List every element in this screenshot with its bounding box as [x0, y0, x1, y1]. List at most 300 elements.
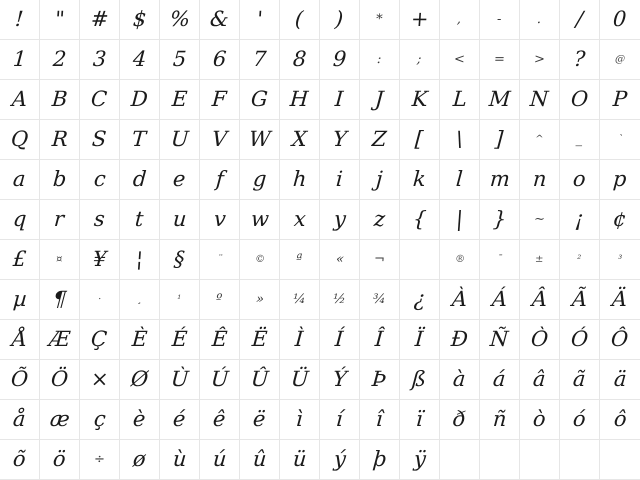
glyph-cell[interactable]	[520, 400, 560, 440]
glyph-character: ½	[332, 292, 347, 307]
glyph-cell[interactable]	[240, 40, 280, 80]
glyph-cell[interactable]	[400, 240, 440, 280]
glyph-character: À	[451, 287, 468, 311]
glyph-cell[interactable]	[440, 200, 480, 240]
glyph-character: O	[570, 87, 589, 111]
glyph-character: ×	[89, 367, 110, 391]
glyph-character: [	[414, 127, 425, 151]
glyph-cell[interactable]	[80, 120, 120, 160]
glyph-cell[interactable]	[80, 80, 120, 120]
glyph-character: r	[53, 207, 66, 231]
glyph-cell[interactable]	[440, 240, 480, 280]
glyph-cell[interactable]	[80, 280, 120, 320]
glyph-cell[interactable]	[40, 440, 80, 480]
glyph-cell[interactable]	[440, 320, 480, 360]
glyph-character: í	[335, 407, 344, 431]
glyph-cell[interactable]	[320, 40, 360, 80]
glyph-cell[interactable]	[320, 360, 360, 400]
glyph-character: ë	[252, 407, 267, 431]
glyph-cell[interactable]	[360, 240, 400, 280]
glyph-cell[interactable]	[40, 240, 80, 280]
glyph-character: 9	[332, 47, 348, 71]
glyph-character: T	[131, 127, 148, 151]
glyph-cell[interactable]	[320, 80, 360, 120]
glyph-cell[interactable]	[120, 120, 160, 160]
glyph-character: é	[172, 407, 187, 431]
glyph-cell[interactable]	[160, 400, 200, 440]
glyph-character: ,	[456, 12, 463, 27]
glyph-cell[interactable]	[600, 80, 640, 120]
glyph-character: 7	[252, 47, 268, 71]
glyph-cell[interactable]	[480, 160, 520, 200]
glyph-cell[interactable]	[520, 240, 560, 280]
glyph-character: Ì	[294, 327, 305, 351]
glyph-character: ¶	[52, 287, 68, 311]
glyph-cell[interactable]	[560, 200, 600, 240]
glyph-cell[interactable]	[320, 320, 360, 360]
glyph-cell[interactable]	[160, 160, 200, 200]
glyph-cell[interactable]	[560, 360, 600, 400]
glyph-character: 3	[92, 47, 108, 71]
glyph-cell[interactable]	[240, 0, 280, 40]
glyph-cell[interactable]	[560, 280, 600, 320]
glyph-cell[interactable]	[520, 0, 560, 40]
glyph-cell[interactable]	[520, 440, 560, 480]
glyph-character: Ï	[414, 327, 425, 351]
glyph-cell[interactable]	[40, 400, 80, 440]
glyph-cell[interactable]	[400, 200, 440, 240]
glyph-character: F	[211, 87, 228, 111]
glyph-cell[interactable]	[200, 200, 240, 240]
glyph-cell[interactable]	[480, 400, 520, 440]
glyph-cell[interactable]	[40, 320, 80, 360]
glyph-cell[interactable]	[0, 280, 40, 320]
glyph-cell[interactable]	[440, 280, 480, 320]
glyph-character: c	[92, 167, 107, 191]
glyph-cell[interactable]	[120, 400, 160, 440]
glyph-character: ¨	[216, 253, 223, 265]
glyph-cell[interactable]	[160, 320, 200, 360]
glyph-cell[interactable]	[320, 400, 360, 440]
glyph-cell[interactable]	[280, 0, 320, 40]
glyph-cell[interactable]	[80, 440, 120, 480]
glyph-cell[interactable]	[280, 80, 320, 120]
glyph-character: º	[215, 292, 224, 307]
glyph-cell[interactable]	[600, 40, 640, 80]
glyph-character: ®	[454, 253, 465, 265]
glyph-cell[interactable]	[240, 400, 280, 440]
glyph-cell[interactable]	[600, 240, 640, 280]
glyph-character: ö	[52, 447, 67, 471]
glyph-character: )	[334, 7, 345, 31]
glyph-cell[interactable]	[160, 40, 200, 80]
glyph-cell[interactable]	[560, 240, 600, 280]
glyph-character: Ý	[331, 367, 348, 391]
glyph-cell[interactable]	[120, 80, 160, 120]
glyph-character: »	[254, 292, 265, 307]
glyph-cell[interactable]	[0, 400, 40, 440]
glyph-character: X	[291, 127, 308, 151]
glyph-cell[interactable]	[520, 120, 560, 160]
glyph-cell[interactable]	[320, 440, 360, 480]
glyph-cell[interactable]	[400, 400, 440, 440]
glyph-character: ó	[572, 407, 587, 431]
glyph-cell[interactable]	[240, 120, 280, 160]
glyph-cell[interactable]	[40, 200, 80, 240]
glyph-cell[interactable]	[480, 440, 520, 480]
glyph-character: ü	[291, 447, 308, 471]
glyph-cell[interactable]	[160, 440, 200, 480]
glyph-character: K	[410, 87, 429, 111]
glyph-character: h	[291, 167, 308, 191]
glyph-cell[interactable]	[240, 200, 280, 240]
glyph-cell[interactable]	[520, 360, 560, 400]
glyph-character: N	[529, 87, 550, 111]
glyph-character: &	[209, 7, 230, 31]
glyph-cell[interactable]	[280, 280, 320, 320]
glyph-character: 2	[52, 47, 68, 71]
glyph-character: ¡	[574, 207, 585, 231]
glyph-cell[interactable]	[40, 0, 80, 40]
glyph-cell[interactable]	[200, 400, 240, 440]
glyph-character: æ	[48, 407, 71, 431]
glyph-cell[interactable]	[440, 160, 480, 200]
glyph-cell[interactable]	[600, 320, 640, 360]
glyph-character: Q	[10, 127, 29, 151]
glyph-cell[interactable]	[560, 320, 600, 360]
glyph-character: ²	[577, 253, 582, 265]
glyph-character: ç	[92, 407, 107, 431]
glyph-character: Ç	[90, 327, 109, 351]
glyph-cell[interactable]	[160, 80, 200, 120]
glyph-cell[interactable]	[600, 200, 640, 240]
glyph-character: ø	[132, 447, 147, 471]
glyph-cell[interactable]	[0, 440, 40, 480]
glyph-cell[interactable]	[600, 440, 640, 480]
glyph-cell[interactable]	[200, 160, 240, 200]
glyph-cell[interactable]	[120, 160, 160, 200]
glyph-character: u	[171, 207, 188, 231]
glyph-cell[interactable]	[280, 360, 320, 400]
glyph-cell[interactable]	[440, 40, 480, 80]
glyph-character: á	[492, 367, 507, 391]
glyph-cell[interactable]	[320, 240, 360, 280]
glyph-character: D	[130, 87, 149, 111]
glyph-character: q	[11, 207, 28, 231]
glyph-cell[interactable]	[560, 0, 600, 40]
glyph-cell[interactable]	[0, 360, 40, 400]
glyph-character: 4	[132, 47, 148, 71]
glyph-character: I	[334, 87, 345, 111]
glyph-cell[interactable]	[0, 0, 40, 40]
glyph-cell[interactable]	[200, 320, 240, 360]
glyph-cell[interactable]	[240, 240, 280, 280]
glyph-character: Þ	[371, 367, 388, 391]
glyph-character: g	[251, 167, 268, 191]
glyph-cell[interactable]	[600, 400, 640, 440]
glyph-character: {	[412, 207, 428, 231]
glyph-cell[interactable]	[480, 40, 520, 80]
glyph-cell[interactable]	[0, 200, 40, 240]
glyph-cell[interactable]	[360, 40, 400, 80]
glyph-cell[interactable]	[600, 120, 640, 160]
glyph-cell[interactable]	[360, 80, 400, 120]
glyph-cell[interactable]	[560, 160, 600, 200]
glyph-character: É	[171, 327, 189, 351]
glyph-cell[interactable]	[120, 0, 160, 40]
glyph-character: /	[575, 7, 584, 31]
glyph-cell[interactable]	[360, 200, 400, 240]
glyph-cell[interactable]	[200, 40, 240, 80]
glyph-cell[interactable]	[560, 440, 600, 480]
glyph-cell[interactable]	[440, 120, 480, 160]
glyph-character: o	[572, 167, 587, 191]
glyph-character: ¼	[292, 292, 307, 307]
glyph-cell[interactable]	[40, 160, 80, 200]
glyph-character: z	[373, 207, 386, 231]
glyph-cell[interactable]	[200, 80, 240, 120]
glyph-cell[interactable]	[160, 0, 200, 40]
glyph-cell[interactable]	[0, 160, 40, 200]
glyph-cell[interactable]	[280, 240, 320, 280]
glyph-character: ¯	[496, 253, 503, 265]
glyph-cell[interactable]	[280, 440, 320, 480]
glyph-character: Á	[491, 287, 508, 311]
glyph-cell[interactable]	[80, 320, 120, 360]
glyph-character: Ä	[611, 287, 629, 311]
glyph-cell[interactable]	[480, 80, 520, 120]
glyph-cell[interactable]	[440, 80, 480, 120]
glyph-cell[interactable]	[280, 400, 320, 440]
glyph-cell[interactable]	[480, 120, 520, 160]
glyph-cell[interactable]	[520, 40, 560, 80]
glyph-cell[interactable]	[400, 440, 440, 480]
glyph-character: £	[12, 247, 28, 271]
glyph-cell[interactable]	[600, 160, 640, 200]
glyph-cell[interactable]	[0, 80, 40, 120]
glyph-cell[interactable]	[320, 200, 360, 240]
glyph-cell[interactable]	[400, 120, 440, 160]
glyph-cell[interactable]	[0, 240, 40, 280]
glyph-cell[interactable]	[160, 360, 200, 400]
glyph-cell[interactable]	[120, 40, 160, 80]
glyph-cell[interactable]	[200, 360, 240, 400]
glyph-cell[interactable]	[440, 400, 480, 440]
glyph-cell[interactable]	[520, 160, 560, 200]
glyph-cell[interactable]	[240, 160, 280, 200]
glyph-cell[interactable]	[480, 200, 520, 240]
glyph-cell[interactable]	[200, 0, 240, 40]
glyph-cell[interactable]	[400, 40, 440, 80]
glyph-cell[interactable]	[360, 400, 400, 440]
glyph-character: à	[452, 367, 467, 391]
glyph-character: B	[50, 87, 69, 111]
glyph-character: $	[132, 7, 148, 31]
glyph-cell[interactable]	[200, 120, 240, 160]
glyph-character: ª	[295, 252, 304, 267]
glyph-cell[interactable]	[560, 400, 600, 440]
glyph-cell[interactable]	[0, 40, 40, 80]
glyph-cell[interactable]	[360, 280, 400, 320]
glyph-cell[interactable]	[40, 80, 80, 120]
glyph-cell[interactable]	[40, 360, 80, 400]
glyph-cell[interactable]	[320, 280, 360, 320]
glyph-character: p	[612, 167, 628, 191]
glyph-character: R	[50, 127, 69, 151]
glyph-character: Î	[374, 327, 385, 351]
glyph-cell[interactable]	[600, 0, 640, 40]
glyph-cell[interactable]	[360, 320, 400, 360]
glyph-character: ð	[452, 407, 467, 431]
glyph-character: H	[289, 87, 310, 111]
glyph-cell[interactable]	[240, 360, 280, 400]
glyph-character: Æ	[48, 327, 71, 351]
glyph-cell[interactable]	[120, 360, 160, 400]
glyph-character: ù	[171, 447, 188, 471]
glyph-character: ß	[411, 367, 428, 391]
glyph-character: '	[255, 7, 264, 31]
glyph-cell[interactable]	[480, 280, 520, 320]
glyph-cell[interactable]	[600, 360, 640, 400]
glyph-cell[interactable]	[280, 120, 320, 160]
glyph-cell[interactable]	[320, 0, 360, 40]
glyph-cell[interactable]	[520, 280, 560, 320]
glyph-cell[interactable]	[360, 0, 400, 40]
glyph-character: Ò	[530, 327, 549, 351]
glyph-cell[interactable]	[320, 120, 360, 160]
glyph-cell[interactable]	[120, 320, 160, 360]
glyph-cell[interactable]	[80, 200, 120, 240]
glyph-cell[interactable]	[400, 80, 440, 120]
glyph-cell[interactable]	[120, 200, 160, 240]
glyph-cell[interactable]	[120, 440, 160, 480]
glyph-cell[interactable]	[440, 0, 480, 40]
glyph-cell[interactable]	[400, 360, 440, 400]
glyph-character: j	[375, 167, 384, 191]
glyph-character: ?	[573, 47, 586, 71]
glyph-cell[interactable]	[360, 160, 400, 200]
glyph-cell[interactable]	[240, 80, 280, 120]
glyph-cell[interactable]	[400, 320, 440, 360]
glyph-character: n	[531, 167, 548, 191]
glyph-cell[interactable]	[200, 240, 240, 280]
glyph-cell[interactable]	[560, 80, 600, 120]
glyph-cell[interactable]	[600, 280, 640, 320]
glyph-cell[interactable]	[0, 320, 40, 360]
glyph-character: ì	[295, 407, 304, 431]
glyph-cell[interactable]	[120, 280, 160, 320]
glyph-character: 0	[612, 7, 628, 31]
glyph-character: Ü	[289, 367, 310, 391]
glyph-character: ^	[534, 133, 545, 145]
glyph-cell[interactable]	[80, 160, 120, 200]
glyph-cell[interactable]	[40, 280, 80, 320]
glyph-cell[interactable]	[400, 160, 440, 200]
glyph-cell[interactable]	[120, 240, 160, 280]
glyph-character: :	[376, 52, 383, 67]
glyph-cell[interactable]	[480, 320, 520, 360]
glyph-character: -	[496, 12, 503, 27]
glyph-cell[interactable]	[40, 120, 80, 160]
glyph-character: Ø	[130, 367, 149, 391]
glyph-cell[interactable]	[400, 280, 440, 320]
glyph-cell[interactable]	[280, 200, 320, 240]
glyph-character: ÷	[93, 452, 106, 467]
glyph-cell[interactable]	[200, 280, 240, 320]
glyph-cell[interactable]	[240, 320, 280, 360]
glyph-character: 6	[212, 47, 228, 71]
glyph-cell[interactable]	[520, 80, 560, 120]
glyph-character: s	[93, 207, 106, 231]
glyph-character: "	[53, 7, 66, 31]
glyph-cell[interactable]	[200, 440, 240, 480]
glyph-cell[interactable]	[400, 0, 440, 40]
glyph-character: >	[533, 52, 546, 67]
glyph-character: ô	[612, 407, 628, 431]
glyph-cell[interactable]	[80, 400, 120, 440]
glyph-character: 8	[292, 47, 308, 71]
glyph-cell[interactable]	[40, 40, 80, 80]
glyph-character: ¢	[612, 207, 628, 231]
glyph-character: b	[51, 167, 68, 191]
glyph-cell[interactable]	[360, 440, 400, 480]
glyph-character: V	[211, 127, 228, 151]
glyph-cell[interactable]	[360, 360, 400, 400]
glyph-cell[interactable]	[80, 40, 120, 80]
glyph-character: k	[412, 167, 427, 191]
glyph-cell[interactable]	[360, 120, 400, 160]
glyph-cell[interactable]	[160, 120, 200, 160]
glyph-cell[interactable]	[440, 360, 480, 400]
glyph-cell[interactable]	[440, 440, 480, 480]
glyph-character: û	[251, 447, 268, 471]
glyph-cell[interactable]	[520, 320, 560, 360]
glyph-character: Ã	[571, 287, 588, 311]
glyph-character: î	[375, 407, 384, 431]
glyph-cell[interactable]	[240, 440, 280, 480]
glyph-cell[interactable]	[280, 320, 320, 360]
glyph-cell[interactable]	[240, 280, 280, 320]
glyph-character: µ	[11, 287, 28, 311]
glyph-cell[interactable]	[160, 200, 200, 240]
glyph-cell[interactable]	[480, 360, 520, 400]
glyph-cell[interactable]	[320, 160, 360, 200]
glyph-cell[interactable]	[280, 160, 320, 200]
glyph-character: Ó	[570, 327, 589, 351]
glyph-character: m	[488, 167, 511, 191]
glyph-cell[interactable]	[160, 280, 200, 320]
glyph-character: Ù	[169, 367, 190, 391]
glyph-cell[interactable]	[560, 120, 600, 160]
glyph-cell[interactable]	[480, 0, 520, 40]
glyph-cell[interactable]	[80, 0, 120, 40]
glyph-character: ä	[612, 367, 628, 391]
glyph-character: i	[335, 167, 344, 191]
glyph-character: <	[453, 52, 466, 67]
glyph-character: Å	[11, 327, 28, 351]
glyph-cell[interactable]	[160, 240, 200, 280]
glyph-cell[interactable]	[280, 40, 320, 80]
glyph-cell[interactable]	[0, 120, 40, 160]
glyph-character: ¸	[136, 293, 143, 305]
glyph-cell[interactable]	[480, 240, 520, 280]
glyph-cell[interactable]	[560, 40, 600, 80]
glyph-character: (	[294, 7, 305, 31]
glyph-character: a	[12, 167, 27, 191]
glyph-cell[interactable]	[80, 240, 120, 280]
glyph-cell[interactable]	[520, 200, 560, 240]
glyph-cell[interactable]	[80, 360, 120, 400]
